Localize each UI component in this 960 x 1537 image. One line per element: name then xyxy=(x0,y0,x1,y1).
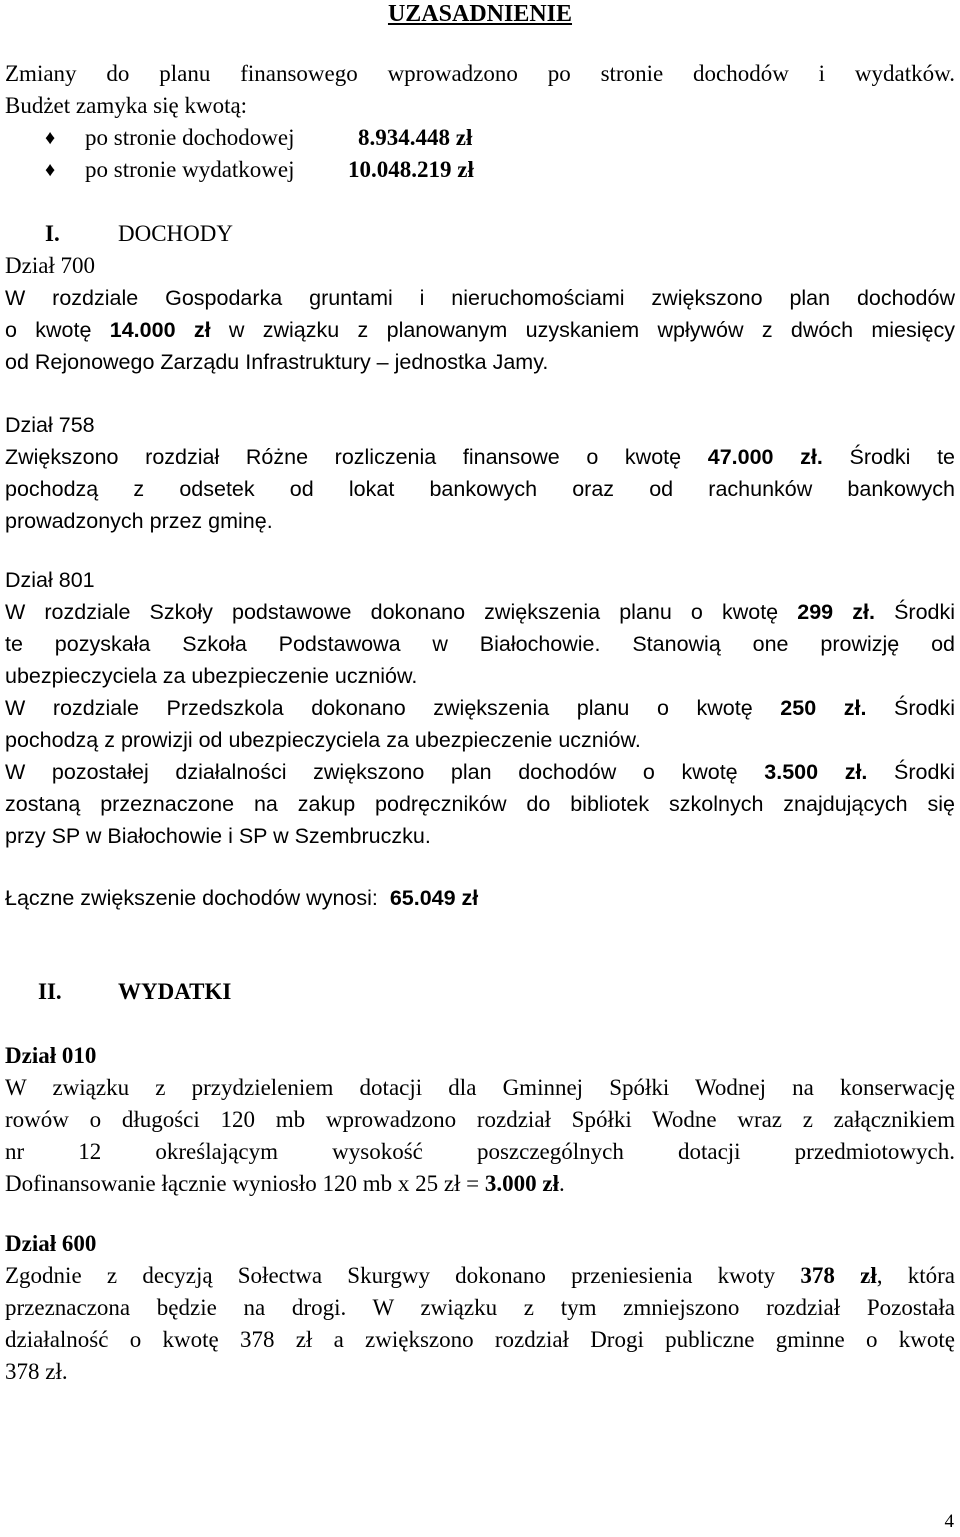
paragraph-line: przy SP w Białochowie i SP w Szembruczku. xyxy=(5,824,431,848)
dzial-010-heading: Dział 010 xyxy=(5,1043,97,1068)
paragraph-line: te pozyskała Szkoła Podstawowa w Białochowie. Stanowią one prowizję od xyxy=(5,632,955,656)
paragraph-line: W związku z przydzieleniem dotacji dla Gminnej Spółki Wodnej na konserwację xyxy=(5,1075,955,1100)
paragraph-line: Zwiększono rozdział Różne rozliczenia finansowe o kwotę 47.000 zł. Środki te xyxy=(5,445,955,469)
document-title: UZASADNIENIE xyxy=(387,1,573,27)
paragraph-line: o kwotę 14.000 zł w związku z planowanym uzyskaniem wpływów z dwóch miesięcy xyxy=(5,318,955,342)
bullet-label: po stronie dochodowej xyxy=(85,125,295,150)
paragraph-line: rowów o długości 120 mb wprowadzono rozdział Spółki Wodne wraz z załącznikiem xyxy=(5,1107,955,1132)
paragraph-line: Zgodnie z decyzją Sołectwa Skurgwy dokonano przeniesienia kwoty 378 zł, która xyxy=(5,1263,955,1288)
paragraph-line: od Rejonowego Zarządu Infrastruktury – jednostka Jamy. xyxy=(5,350,549,374)
paragraph-line: W rozdziale Gospodarka gruntami i nieruchomościami zwiększono plan dochodów xyxy=(5,286,955,310)
total-income-line: Łączne zwiększenie dochodów wynosi: 65.049 zł xyxy=(5,886,479,910)
paragraph-line: ubezpieczyciela za ubezpieczenie uczniów. xyxy=(5,664,418,688)
section-heading: DOCHODY xyxy=(118,221,233,246)
diamond-bullet-icon: ♦ xyxy=(45,159,56,181)
paragraph-line: nr 12 określającym wysokość poszczególnych dotacji przedmiotowych. xyxy=(5,1139,955,1164)
paragraph-line: pochodzą z prowizji od ubezpieczyciela za ubezpieczenie uczniów. xyxy=(5,728,641,752)
paragraph-line: przeznaczona będzie na drogi. W związku z tym zmniejszono rozdział Pozostała xyxy=(5,1295,955,1320)
bullet-label: po stronie wydatkowej xyxy=(85,157,295,182)
paragraph-line: W rozdziale Przedszkola dokonano zwiększenia planu o kwotę 250 zł. Środki xyxy=(5,696,955,720)
paragraph-line: prowadzonych przez gminę. xyxy=(5,509,273,533)
section-heading: WYDATKI xyxy=(118,979,232,1004)
bullet-amount: 8.934.448 zł xyxy=(358,125,473,150)
paragraph-line: działalność o kwotę 378 zł a zwiększono rozdział Drogi publiczne gminne o kwotę xyxy=(5,1327,955,1352)
dzial-600-heading: Dział 600 xyxy=(5,1231,97,1256)
section-numeral: II. xyxy=(38,979,62,1004)
intro-line-2: Budżet zamyka się kwotą: xyxy=(5,93,248,118)
dzial-801-heading: Dział 801 xyxy=(5,568,95,592)
section-numeral: I. xyxy=(45,221,60,246)
paragraph-line: W rozdziale Szkoły podstawowe dokonano zwiększenia planu o kwotę 299 zł. Środki xyxy=(5,600,956,624)
page-number: 4 xyxy=(944,1511,954,1532)
dzial-758-heading: Dział 758 xyxy=(5,413,95,437)
paragraph-line: W pozostałej działalności zwiększono plan dochodów o kwotę 3.500 zł. Środki xyxy=(5,760,955,784)
paragraph-line: zostaną przeznaczone na zakup podręczników do bibliotek szkolnych znajdujących się xyxy=(5,792,955,816)
dzial-700-heading: Dział 700 xyxy=(5,253,96,278)
bullet-amount: 10.048.219 zł xyxy=(348,157,474,182)
paragraph-line: Dofinansowanie łącznie wyniosło 120 mb x 25 zł = 3.000 zł. xyxy=(5,1171,565,1196)
intro-line-1: Zmiany do planu finansowego wprowadzono po stronie dochodów i wydatków. xyxy=(5,61,955,86)
diamond-bullet-icon: ♦ xyxy=(45,127,56,149)
paragraph-line: pochodzą z odsetek od lokat bankowych oraz od rachunków bankowych xyxy=(5,477,955,501)
paragraph-line: 378 zł. xyxy=(5,1359,68,1384)
